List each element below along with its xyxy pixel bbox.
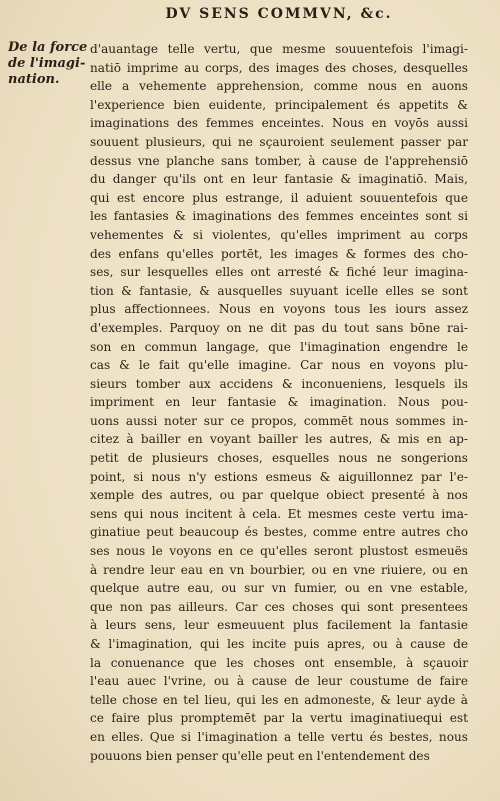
text-line: son en commun langage, que l'imagination engendre le	[90, 339, 468, 354]
text-line: ce faire plus promptemēt par la vertu imaginatiuequi est	[90, 711, 468, 726]
text-line: & l'imagination, qui les incite puis apres, ou à cause de	[90, 637, 468, 651]
text-line: en elles. Que si l'imagination a telle vertu és bestes, nous	[90, 729, 468, 744]
text-line: quelque autre eau, ou sur vn fumier, ou en vne estable,	[90, 581, 468, 596]
text-line: citez à bailler en voyant bailler les autres, & mis en ap-	[90, 432, 468, 447]
text-line: natiō imprime au corps, des images des choses, desquelles	[90, 60, 468, 75]
text-line: du danger qu'ils ont en leur fantasie & imaginatiō. Mais,	[90, 172, 468, 187]
text-line: uons aussi noter sur ce propos, commēt nous sommes in-	[90, 413, 468, 428]
body-text	[90, 40, 468, 765]
text-line: petit de plusieurs choses, esquelles nous ne songerions	[90, 451, 468, 466]
running-head: DV SENS COMMVN, &c.	[165, 6, 393, 22]
text-line: ginatiue peut beaucoup és bestes, comme entre autres cho	[90, 525, 468, 540]
text-line: souuent plusieurs, qui ne sçauroient seulement passer par	[90, 134, 468, 149]
text-line: d'auantage telle vertu, que mesme souuentefois l'imagi-	[90, 42, 468, 56]
marginal-note-line: nation.	[8, 72, 60, 87]
text-line: cas & le fait qu'elle imagine. Car nous en voyons plu-	[90, 358, 468, 373]
text-line: les fantasies & imaginations des femmes enceintes sont si	[90, 209, 468, 224]
text-line: ses nous le voyons en ce qu'elles seront plustost esmeuës	[90, 544, 468, 559]
text-line: sieurs tomber aux accidens & inconueniens, lesquels ils	[90, 376, 468, 391]
text-line: elle a vehemente apprehension, comme nous en auons	[90, 79, 468, 94]
marginal-note-line: De la force	[8, 40, 88, 55]
text-line: des enfans qu'elles portēt, les images & formes des cho-	[90, 246, 468, 261]
text-line: telle chose en tel lieu, qui les en admoneste, & leur ayde à	[90, 692, 468, 707]
text-line: ses, sur lesquelles elles ont arresté & fiché leur imagina-	[90, 265, 468, 280]
text-line: pouuons bien penser qu'elle peut en l'entendement des	[90, 748, 430, 763]
text-line: impriment en leur fantasie & imagination. Nous pou-	[90, 395, 468, 410]
text-line: qui est encore plus estrange, il aduient souuentefois que	[90, 190, 468, 205]
text-line: que non pas ailleurs. Car ces choses qui sont presentees	[90, 599, 468, 614]
text-line: tion & fantasie, & ausquelles suyuant icelle elles se sont	[90, 283, 468, 298]
text-line: point, si nous n'y estions esmeus & aiguillonnez par l'e-	[90, 469, 468, 484]
text-line: xemple des autres, ou par quelque obiect presenté à nos	[90, 488, 468, 503]
text-line: plus affectionnees. Nous en voyons tous les iours assez	[90, 302, 468, 317]
text-line: imaginations des femmes enceintes. Nous en voyōs aussi	[90, 116, 468, 131]
text-line: vehementes & si violentes, qu'elles impriment au corps	[90, 227, 468, 242]
text-line: dessus vne planche sans tomber, à cause de l'apprehensiō	[90, 153, 468, 168]
text-line: à leurs sens, leur esmeuuent plus facilement la fantasie	[90, 618, 468, 633]
marginal-note-line: de l'imagi-	[8, 56, 86, 71]
text-line: l'experience bien euidente, principalement és appetits &	[90, 97, 468, 112]
text-line: sens qui nous incitent à cela. Et mesmes ceste vertu ima-	[90, 506, 468, 521]
marginal-note	[8, 40, 90, 88]
text-line: à rendre leur eau en vn bourbier, ou en vne riuiere, ou en	[90, 562, 468, 577]
text-line: d'exemples. Parquoy on ne dit pas du tout sans bōne rai-	[90, 320, 468, 335]
text-line: l'eau auec l'vrine, ou à cause de leur coustume de faire	[90, 674, 468, 689]
text-line: la conuenance que les choses ont ensemble, à sçauoir	[90, 655, 468, 670]
